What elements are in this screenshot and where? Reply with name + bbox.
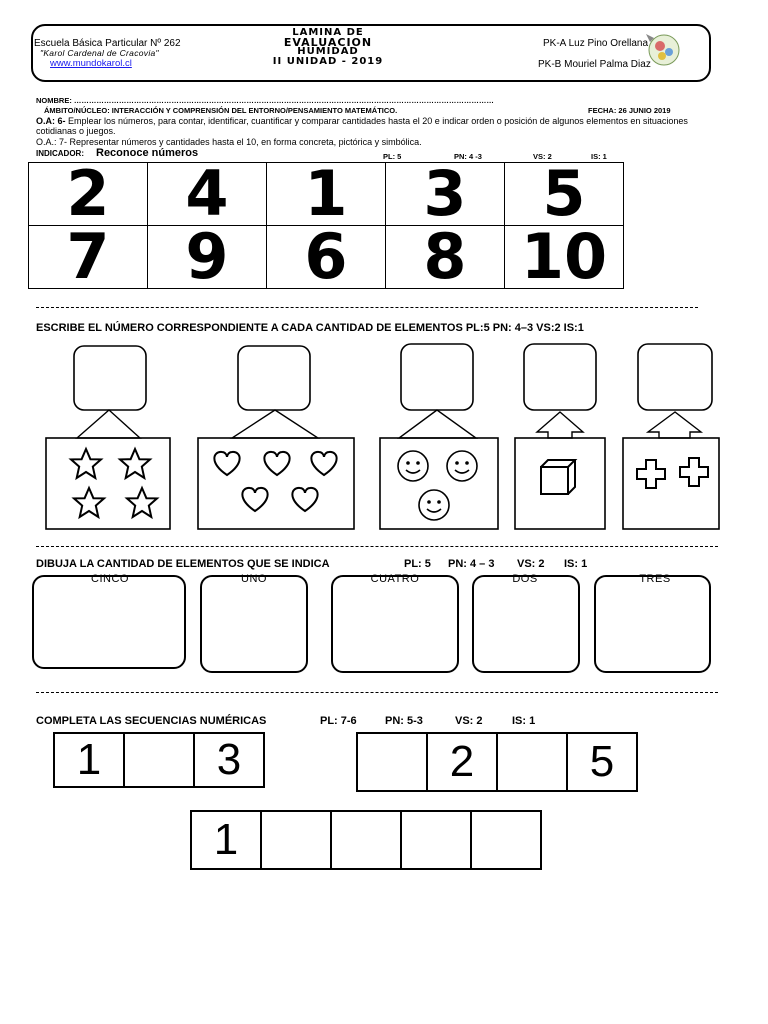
oa6-body: Emplear los números, para contar, identificar, cuantificar y comparar cantidades hasta el 20 e indicar orden o posición de algunos elementos en situaciones cotidianas o juegos. bbox=[36, 116, 688, 136]
number-cell: 2 bbox=[29, 163, 148, 226]
section-sequence-pl: PL: 7-6 bbox=[320, 715, 357, 727]
heart-icon bbox=[242, 488, 267, 511]
teacher-pk-b: PK-B Mouriel Palma Diaz bbox=[538, 59, 651, 70]
sequence-cell: 5 bbox=[567, 733, 637, 791]
number-cell: 6 bbox=[267, 226, 386, 289]
number-cell: 4 bbox=[148, 163, 267, 226]
number-cell: 9 bbox=[148, 226, 267, 289]
website-link[interactable]: www.mundokarol.cl bbox=[50, 58, 132, 69]
heart-icon bbox=[292, 488, 317, 511]
count-group-smileys bbox=[380, 344, 498, 529]
section-draw-is: IS: 1 bbox=[564, 558, 588, 570]
star-icon bbox=[71, 449, 101, 478]
number-cell: 5 bbox=[505, 163, 624, 226]
heart-icon bbox=[311, 452, 336, 475]
heart-icon bbox=[264, 452, 289, 475]
divider bbox=[36, 546, 718, 547]
star-icon bbox=[74, 488, 104, 517]
divider bbox=[36, 692, 718, 693]
answer-box[interactable] bbox=[638, 344, 712, 410]
answer-box[interactable] bbox=[401, 344, 473, 410]
nombre-line: NOMBRE: …………………………………………………………………………………………………………………………………………………… bbox=[36, 96, 494, 105]
cross-icon bbox=[680, 458, 708, 486]
number-grid-row bbox=[29, 163, 624, 226]
sequence-3 bbox=[190, 810, 542, 870]
school-subtitle: "Karol Cardenal de Cracovia" bbox=[40, 48, 159, 58]
sequence-cell-empty[interactable] bbox=[497, 733, 567, 791]
sequence-cell-empty[interactable] bbox=[357, 733, 427, 791]
pn-label: PN: 4 -3 bbox=[454, 152, 482, 161]
draw-box-cuatro[interactable] bbox=[331, 575, 459, 673]
oa6-label: O.A: 6- bbox=[36, 116, 66, 126]
draw-label-cuatro: CUATRO bbox=[370, 573, 420, 585]
smiley-icon bbox=[447, 451, 477, 481]
number-cell: 1 bbox=[267, 163, 386, 226]
draw-label-cinco: CINCO bbox=[91, 573, 129, 585]
heart-icon bbox=[214, 452, 239, 475]
answer-box[interactable] bbox=[238, 346, 310, 410]
count-group-crosses bbox=[623, 344, 719, 529]
title-line: LAMINA DE bbox=[292, 27, 364, 38]
section-draw-pn: PN: 4 – 3 bbox=[448, 558, 495, 570]
star-icon bbox=[127, 488, 157, 517]
indicador-text: Reconoce números bbox=[96, 147, 199, 159]
sequence-cell-empty[interactable] bbox=[401, 811, 471, 869]
teacher-pk-a: PK-A Luz Pino Orellana bbox=[543, 38, 649, 49]
sequence-cell-empty[interactable] bbox=[331, 811, 401, 869]
indicador-label: INDICADOR: bbox=[36, 149, 84, 158]
school-logo-icon bbox=[640, 28, 684, 72]
section-draw-vs: VS: 2 bbox=[517, 558, 545, 570]
draw-label-tres: TRES bbox=[639, 573, 671, 585]
oa7-text: O.A.: 7- Representar números y cantidades hasta el 10, en forma concreta, pictórica y simbólica. bbox=[36, 137, 422, 147]
section-count-title: ESCRIBE EL NÚMERO CORRESPONDIENTE A CADA CANTIDAD DE ELEMENTOS PL:5 PN: 4–3 VS:2 IS:1 bbox=[36, 322, 584, 334]
fecha-text: FECHA: 26 JUNIO 2019 bbox=[588, 106, 671, 115]
cross-icon bbox=[637, 460, 665, 488]
number-cell: 7 bbox=[29, 226, 148, 289]
section-draw-title: DIBUJA LA CANTIDAD DE ELEMENTOS QUE SE INDICA bbox=[36, 558, 330, 570]
document-title bbox=[228, 28, 428, 66]
number-cell: 10 bbox=[505, 226, 624, 289]
draw-label-uno: UNO bbox=[241, 573, 267, 585]
answer-box[interactable] bbox=[524, 344, 596, 410]
draw-label-dos: DOS bbox=[512, 573, 538, 585]
school-name: Escuela Básica Particular Nº 262 bbox=[34, 38, 181, 49]
sequence-cell-empty[interactable] bbox=[471, 811, 541, 869]
sequence-cell-empty[interactable] bbox=[124, 733, 194, 787]
sequence-cell: 1 bbox=[54, 733, 124, 787]
draw-box-tres[interactable] bbox=[594, 575, 711, 673]
number-grid-row bbox=[29, 226, 624, 289]
number-cell: 3 bbox=[386, 163, 505, 226]
section-sequence-title: COMPLETA LAS SECUENCIAS NUMÉRICAS bbox=[36, 715, 267, 727]
count-groups bbox=[0, 340, 768, 540]
draw-box-uno[interactable] bbox=[200, 575, 308, 673]
oa6-text bbox=[36, 116, 716, 136]
pl-label: PL: 5 bbox=[383, 152, 402, 161]
count-group-cube bbox=[515, 344, 605, 529]
section-sequence-vs: VS: 2 bbox=[455, 715, 483, 727]
vs-label: VS: 2 bbox=[533, 152, 552, 161]
sequence-cell-empty[interactable] bbox=[261, 811, 331, 869]
section-sequence-is: IS: 1 bbox=[512, 715, 536, 727]
sequence-2 bbox=[356, 732, 638, 792]
answer-box[interactable] bbox=[74, 346, 146, 410]
sequence-cell: 2 bbox=[427, 733, 497, 791]
ambito-text: ÁMBITO/NÚCLEO: INTERACCIÓN Y COMPRENSIÓN DEL ENTORNO/PENSAMIENTO MATEMÁTICO. bbox=[44, 106, 398, 115]
number-cell: 8 bbox=[386, 226, 505, 289]
section-sequence-pn: PN: 5-3 bbox=[385, 715, 423, 727]
number-grid bbox=[28, 157, 624, 293]
section-draw-pl: PL: 5 bbox=[404, 558, 431, 570]
count-group-stars bbox=[46, 346, 170, 529]
smiley-icon bbox=[419, 490, 449, 520]
draw-box-cinco[interactable] bbox=[32, 575, 186, 669]
is-label: IS: 1 bbox=[591, 152, 607, 161]
smiley-icon bbox=[398, 451, 428, 481]
title-line: II UNIDAD - 2019 bbox=[272, 55, 384, 67]
draw-box-dos[interactable] bbox=[472, 575, 580, 673]
title-line: EVALUACION bbox=[283, 35, 373, 49]
sequence-cell: 3 bbox=[194, 733, 264, 787]
sequence-cell: 1 bbox=[191, 811, 261, 869]
star-icon bbox=[120, 449, 150, 478]
cube-icon bbox=[541, 460, 575, 494]
divider bbox=[36, 307, 698, 308]
title-line: HUMIDAD bbox=[297, 46, 359, 57]
sequence-1 bbox=[53, 732, 265, 788]
count-group-hearts bbox=[198, 346, 354, 529]
